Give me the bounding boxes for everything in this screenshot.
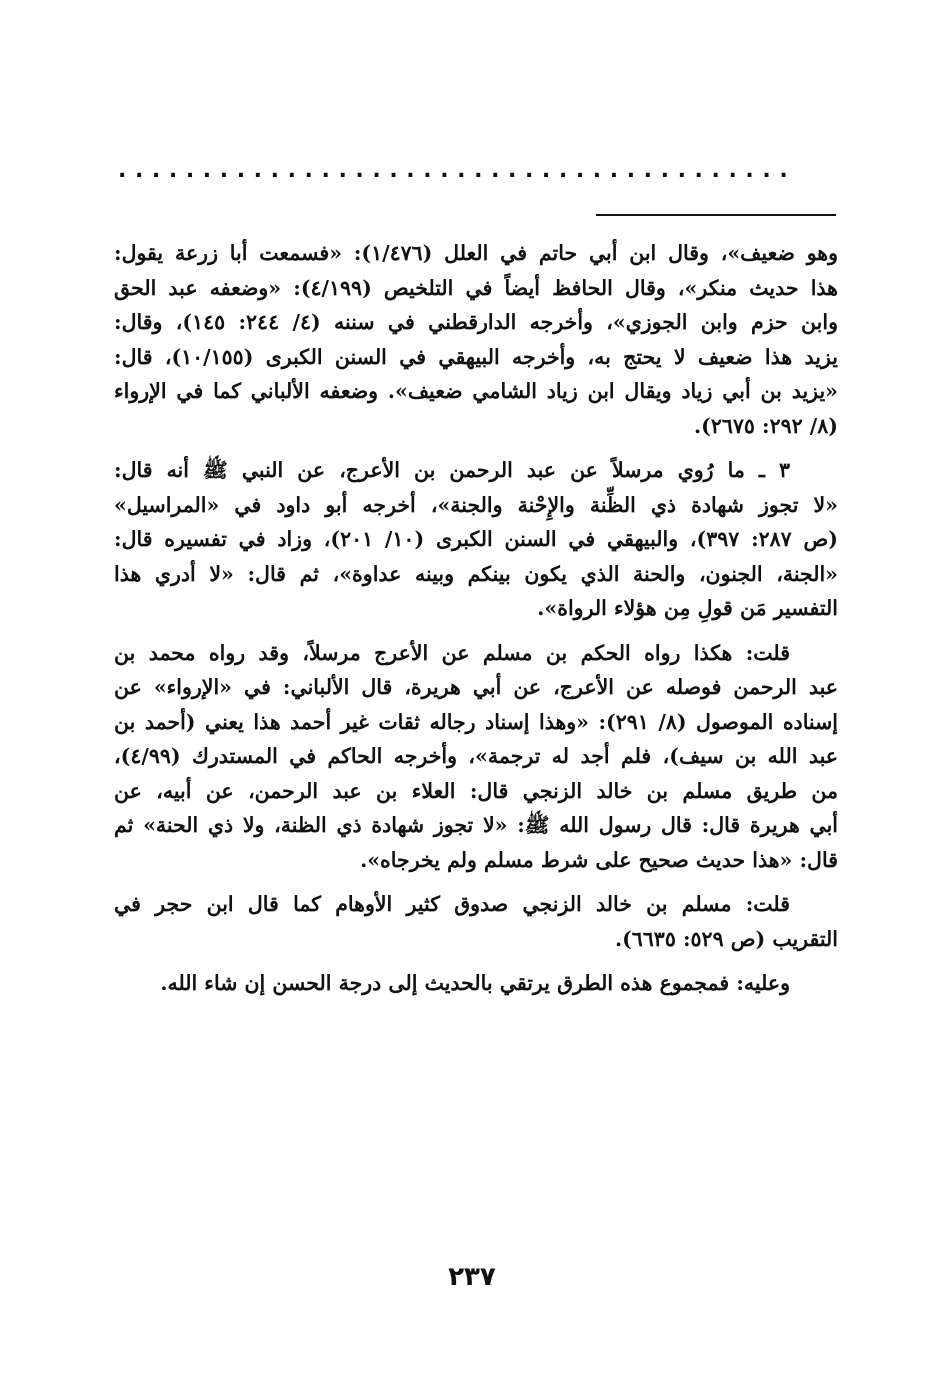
- text-line: يزيد هذا ضعيف لا يحتج به، وأخرجه البيهقي في السنن الكبرى (١٠/١٥٥)، قال:: [114, 344, 838, 369]
- text-line: أبي هريرة قال: قال رسول الله ﷺ: «لا تجوز شهادة ذي الظنة، ولا ذي الحنة» ثم: [114, 813, 838, 837]
- text-line: عبد الله بن سيف)، فلم أجد له ترجمة»، وأخرجه الحاكم في المستدرك (٤/٩٩)،: [114, 744, 838, 768]
- text-line: قلت: هكذا رواه الحكم بن مسلم عن الأعرج مرسلاً، وقد رواه محمد بن: [114, 640, 790, 665]
- text-line: (ص ٢٨٧: ٣٩٧)، والبيهقي في السنن الكبرى (١٠/ ٢٠١)، وزاد في تفسيره قال:: [114, 527, 838, 551]
- text-line: التفسير مَن قولِ مِن هؤلاء الرواة».: [537, 596, 838, 620]
- text-line: (٨/ ٢٩٢: ٢٦٧٥).: [694, 413, 838, 438]
- footnote-paragraph-4: [114, 887, 838, 956]
- footnote-paragraph-2: [114, 453, 838, 626]
- footnote-paragraph-5: [114, 966, 838, 1001]
- text-line: إسناده الموصول (٨/ ٢٩١): «وهذا إسناد رجاله ثقات غير أحمد هذا يعني (أحمد بن: [114, 709, 838, 734]
- footnote-paragraph-1: [114, 236, 838, 443]
- text-line: «لا تجوز شهادة ذي الظِّنة والإِحْنة والجنة»، أخرجه أبو داود في «المراسيل»: [114, 492, 838, 517]
- text-line: من طريق مسلم بن خالد الزنجي قال: العلاء بن عبد الرحمن، عن أبيه، عن: [114, 778, 838, 803]
- text-line: قلت: مسلم بن خالد الزنجي صدوق كثير الأوهام كما قال ابن حجر في: [114, 892, 790, 916]
- footnote-separator-rule: [596, 214, 836, 216]
- dot-leader-separator: ........................................: [118, 162, 797, 180]
- text-line: وعليه: فمجموع هذه الطرق يرتقي بالحديث إلى درجة الحسن إن شاء الله.: [160, 971, 790, 995]
- text-line: «الجنة، الجنون، والحنة الذي يكون بينكم وبينه عداوة»، ثم قال: «لا أدري هذا: [114, 561, 838, 586]
- text-line: عبد الرحمن فوصله عن الأعرج، عن أبي هريرة، قال الألباني: في «الإرواء» عن: [114, 675, 838, 699]
- text-line: هذا حديث منكر»، وقال الحافظ أيضاً في التلخيص (٤/١٩٩): «وضعفه عبد الحق: [114, 275, 838, 300]
- text-line: التقريب (ص ٥٢٩: ٦٦٣٥).: [614, 926, 838, 951]
- text-line: ٣ ـ ما رُوي مرسلاً عن عبد الرحمن بن الأعرج، عن النبي ﷺ أنه قال:: [114, 458, 790, 482]
- text-line: وابن حزم وابن الجوزي»، وأخرجه الدارقطني في سننه (٤/ ٢٤٤: ١٤٥)، وقال:: [114, 310, 838, 334]
- text-line: «يزيد بن أبي زياد ويقال ابن زياد الشامي ضعيف». وضعفه الألباني كما في الإرواء: [114, 379, 838, 403]
- footnote-paragraph-3: [114, 636, 838, 878]
- page-number: ٢٣٧: [448, 1262, 496, 1292]
- text-line: قال: «هذا حديث صحيح على شرط مسلم ولم يخرجاه».: [360, 847, 838, 872]
- footnote-body: [114, 236, 838, 1001]
- text-line: وهو ضعيف»، وقال ابن أبي حاتم في العلل (١/٤٧٦): «فسمعت أبا زرعة يقول:: [114, 241, 838, 265]
